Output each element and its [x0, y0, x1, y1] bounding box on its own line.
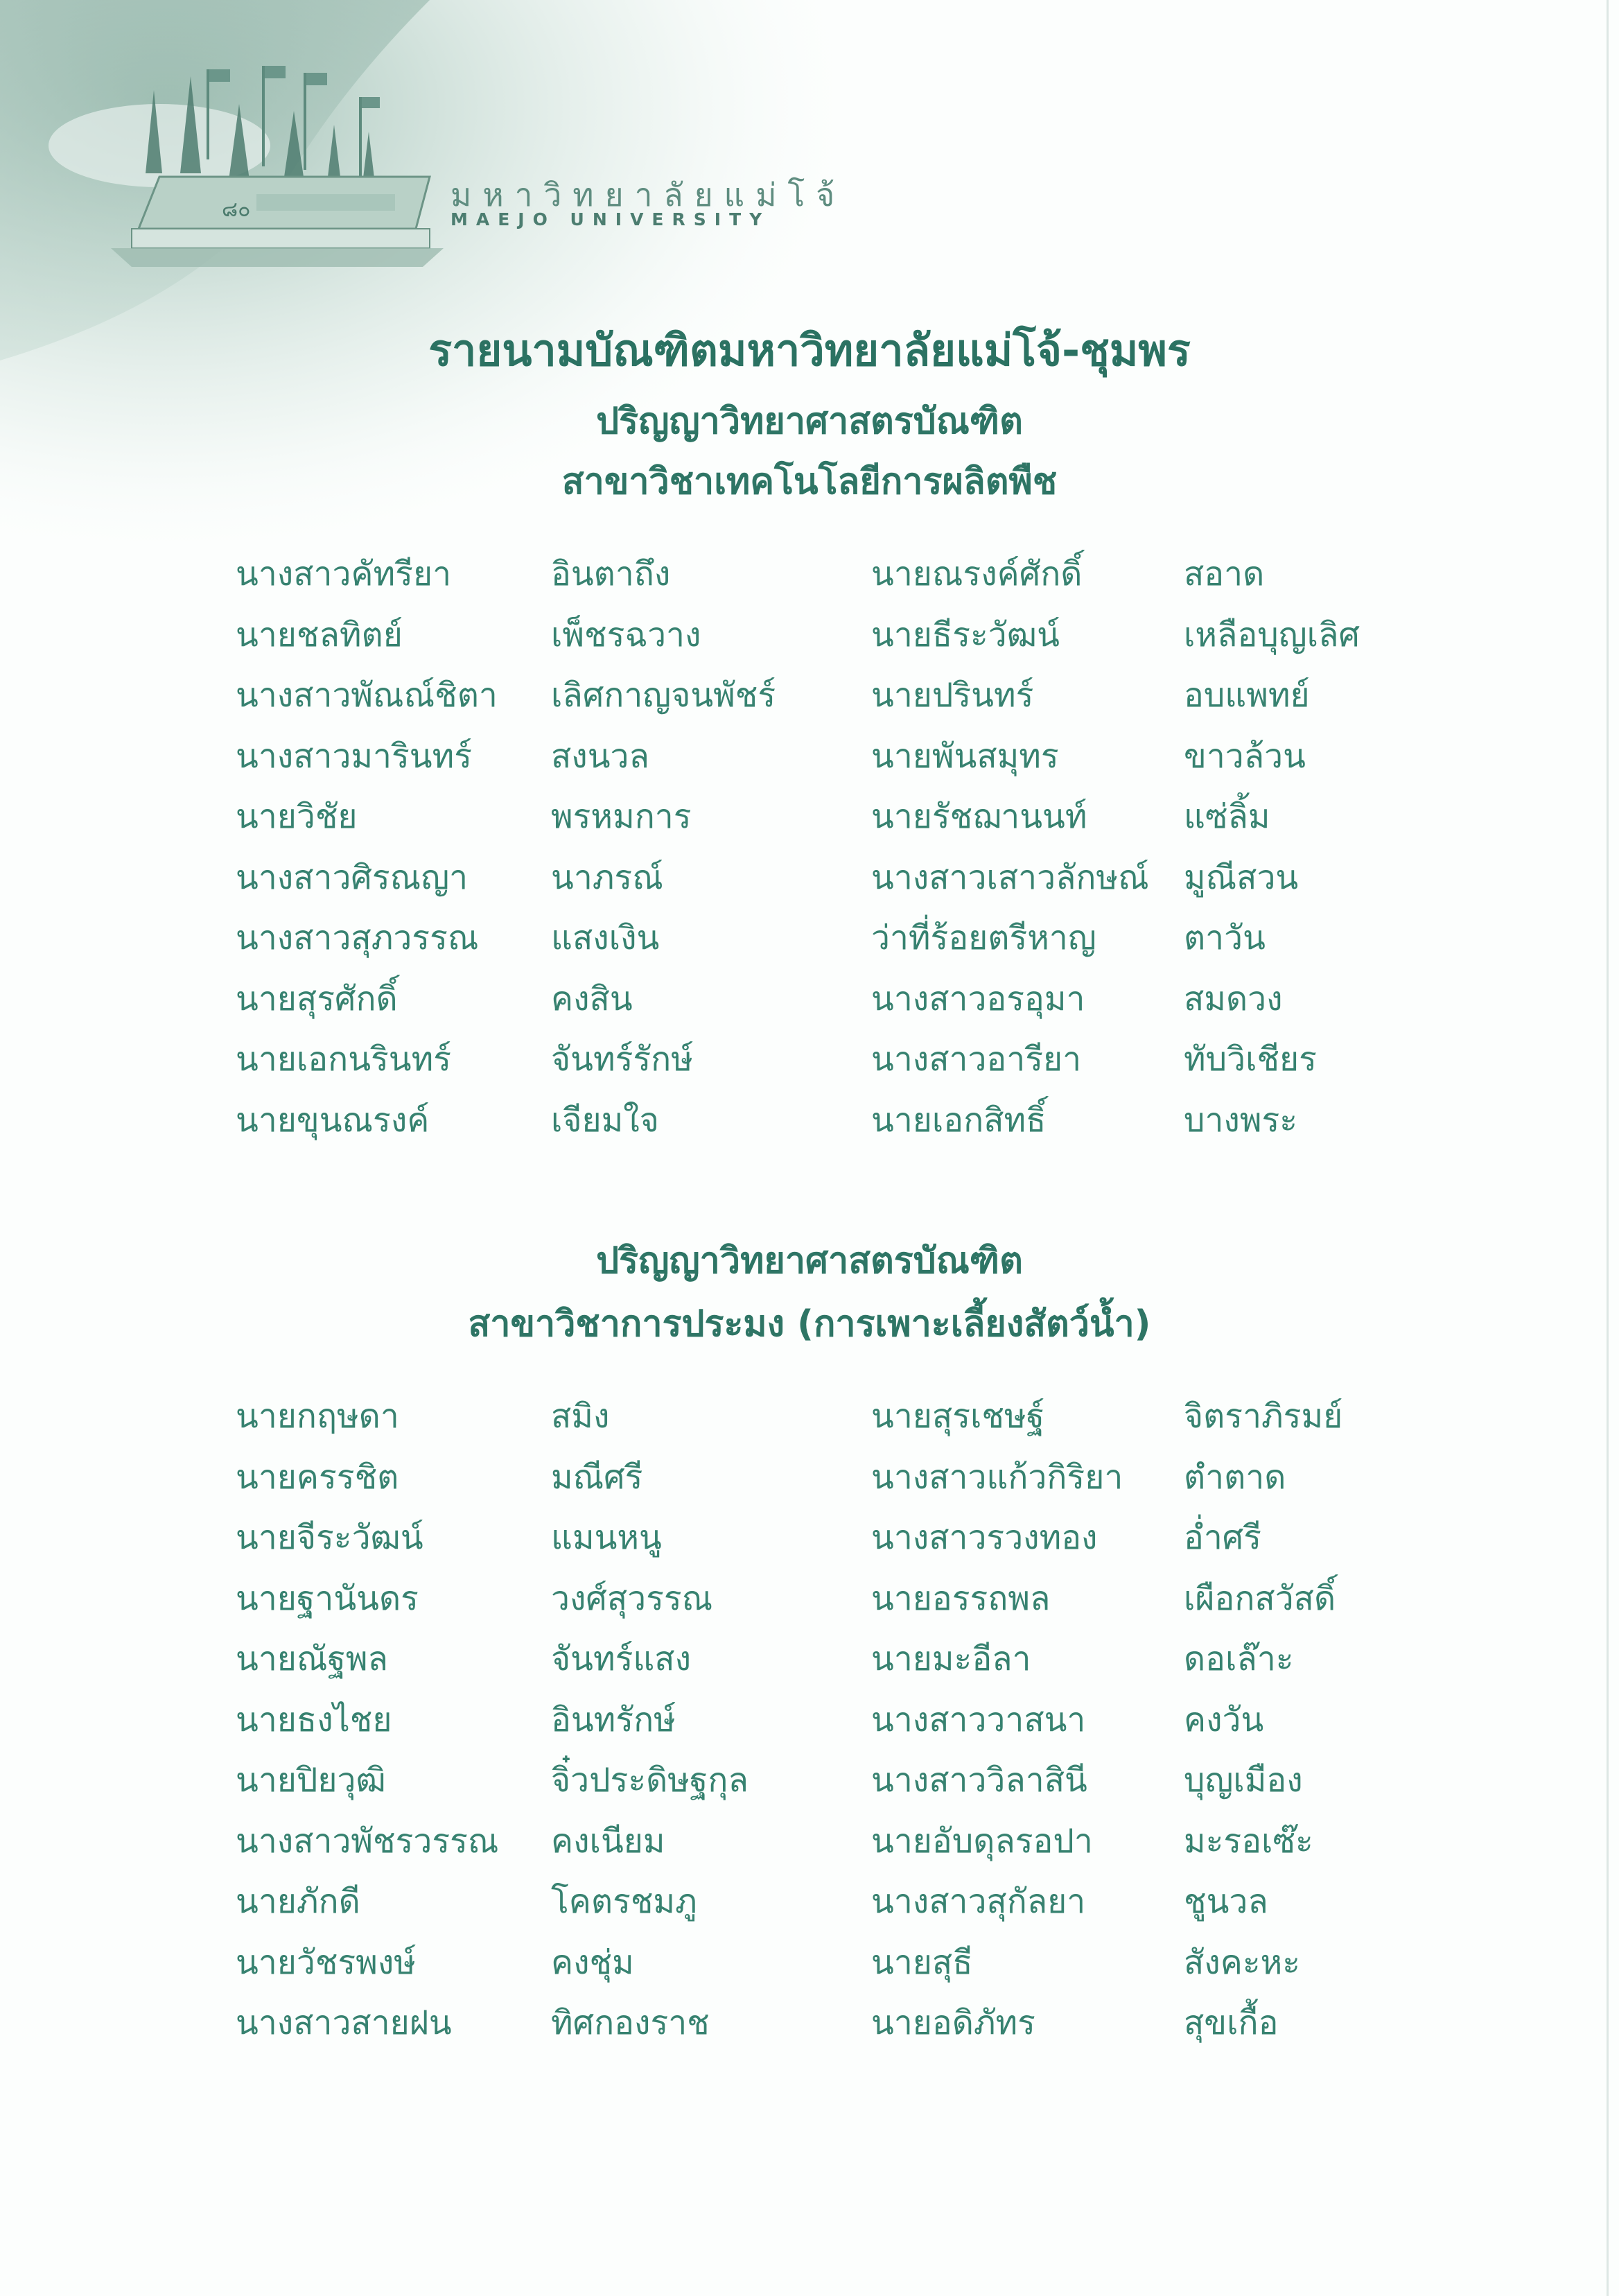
graduate-last-name: เจียมใจ	[551, 1100, 659, 1140]
graduate-last-name: เลิศกาญจนพัชร์	[551, 676, 776, 715]
graduate-last-name: แสงเงิน	[551, 919, 660, 957]
graduate-first-name: นางสาววาสนา	[871, 1700, 1086, 1739]
graduate-last-name: เหลือบุญเลิศ	[1184, 615, 1360, 654]
graduate-first-name: นางสาวเสาวลักษณ์	[871, 858, 1149, 897]
graduate-first-name: นายกฤษดา	[236, 1397, 399, 1436]
graduate-first-name: นายณรงค์ศักดิ์	[871, 555, 1083, 593]
graduate-first-name: นางสาวสุภวรรณ	[236, 919, 479, 957]
graduate-last-name: ชูนวล	[1184, 1882, 1268, 1921]
graduate-first-name: นายอดิภัทร	[871, 2003, 1035, 2042]
graduate-last-name: เพ็ชรฉวาง	[551, 615, 701, 654]
graduate-last-name: วงศ์สุวรรณ	[551, 1578, 713, 1618]
monument-inscription: ๘๐	[222, 198, 251, 222]
graduate-first-name: นายรัชฌานนท์	[871, 797, 1087, 836]
graduate-last-name: พรหมการ	[551, 797, 692, 836]
graduate-first-name: ว่าที่ร้อยตรีหาญ	[871, 919, 1096, 957]
graduate-first-name: นายฐานันดร	[236, 1578, 419, 1618]
graduate-last-name: แมนหนู	[551, 1518, 662, 1557]
graduate-last-name: จิตราภิรมย์	[1184, 1397, 1343, 1436]
graduate-last-name: แซ่ลิ้ม	[1184, 797, 1270, 836]
graduate-last-name: มณีศรี	[551, 1457, 643, 1497]
graduate-last-name: สมิง	[551, 1397, 610, 1436]
graduate-last-name: สังคะหะ	[1184, 1942, 1301, 1982]
graduate-first-name: นางสาวอรอุมา	[871, 979, 1085, 1018]
graduate-last-name: อินตาถึง	[551, 555, 671, 593]
section-1-degree: ปริญญาวิทยาศาสตรบัณฑิต	[596, 401, 1023, 442]
graduate-first-name: นางสาวพัณณ์ชิตา	[236, 676, 498, 715]
graduate-first-name: นางสาวศิรณญา	[236, 858, 469, 897]
graduate-first-name: นายพันสมุทร	[871, 736, 1059, 776]
graduate-last-name: ตำตาด	[1184, 1457, 1286, 1497]
graduate-last-name: ทับวิเชียร	[1184, 1040, 1317, 1079]
graduate-first-name: นายวิชัย	[236, 797, 358, 836]
graduate-first-name: นายเอกนรินทร์	[236, 1040, 452, 1079]
graduate-last-name: เผือกสวัสดิ์	[1184, 1578, 1336, 1618]
graduate-first-name: นายภักดี	[236, 1882, 360, 1921]
graduate-last-name: คงสิน	[551, 979, 633, 1018]
logo-thai-text: มหาวิทยาลัยแม่โจ้	[450, 176, 846, 214]
graduate-first-name: นายชลทิตย์	[236, 615, 403, 654]
graduate-last-name: ขาวล้วน	[1184, 736, 1306, 776]
graduate-last-name: คงชุ่ม	[551, 1942, 634, 1982]
graduate-first-name: นายจีระวัฒน์	[236, 1518, 423, 1557]
graduate-last-name: ทิศกองราช	[551, 2003, 710, 2042]
graduate-last-name: สมดวง	[1184, 979, 1283, 1018]
graduate-last-name: สุขเกื้อ	[1184, 2003, 1279, 2042]
logo-english-text: MAEJO UNIVERSITY	[450, 209, 771, 229]
graduate-first-name: นางสาววิลาสินี	[871, 1761, 1087, 1800]
graduate-last-name: อินทรักษ์	[551, 1700, 676, 1739]
graduate-first-name: นายสุรเชษฐ์	[871, 1397, 1045, 1436]
graduate-first-name: นายอรรถพล	[871, 1578, 1051, 1618]
graduate-first-name: นายมะอีลา	[871, 1640, 1031, 1678]
graduate-first-name: นางสาวแก้วกิริยา	[871, 1457, 1123, 1497]
graduate-last-name: สงนวล	[551, 736, 649, 776]
graduate-first-name: นายขุนณรงค์	[236, 1100, 430, 1140]
graduate-first-name: นายธงไชย	[236, 1700, 392, 1739]
graduate-last-name: คงเนียม	[551, 1821, 665, 1861]
graduate-last-name: อบแพทย์	[1184, 676, 1310, 715]
graduate-last-name: จิ๋วประดิษฐกุล	[551, 1761, 749, 1800]
graduate-last-name: บุญเมือง	[1184, 1761, 1303, 1800]
graduate-last-name: มูณีสวน	[1184, 858, 1299, 897]
section-1-major: สาขาวิชาเทคโนโลยีการผลิตพืช	[561, 461, 1058, 503]
graduate-first-name: นางสาวมารินทร์	[236, 736, 473, 776]
graduate-last-name: นาภรณ์	[551, 858, 663, 897]
graduate-first-name: นายอับดุลรอปา	[871, 1821, 1093, 1861]
section-2-degree: ปริญญาวิทยาศาสตรบัณฑิต	[596, 1240, 1023, 1282]
graduate-last-name: จันทร์แสง	[551, 1640, 692, 1678]
graduate-last-name: คงวัน	[1184, 1700, 1264, 1739]
graduate-first-name: นายเอกสิทธิ์	[871, 1100, 1047, 1140]
graduate-first-name: นายครรชิต	[236, 1457, 399, 1497]
graduate-last-name: ตาวัน	[1184, 919, 1266, 957]
page-title: รายนามบัณฑิตมหาวิทยาลัยแม่โจ้-ชุมพร	[428, 325, 1191, 376]
graduate-last-name: ดอเล๊าะ	[1184, 1640, 1294, 1678]
graduate-last-name: อ่ำศรี	[1184, 1518, 1262, 1557]
graduate-first-name: นางสาวคัทรียา	[236, 555, 452, 593]
graduate-last-name: โคตรชมภู	[551, 1882, 697, 1921]
graduate-first-name: นายสุธี	[871, 1942, 973, 1982]
graduate-first-name: นายสุรศักดิ์	[236, 979, 398, 1018]
graduate-first-name: นายวัชรพงษ์	[236, 1942, 416, 1982]
graduate-first-name: นางสาวอารียา	[871, 1040, 1082, 1079]
graduate-last-name: มะรอเซ๊ะ	[1184, 1821, 1313, 1861]
graduate-first-name: นางสาวรวงทอง	[871, 1518, 1098, 1557]
graduate-first-name: นางสาวสุกัลยา	[871, 1882, 1086, 1921]
section-2-major: สาขาวิชาการประมง (การเพาะเลี้ยงสัตว์น้ำ)	[468, 1303, 1151, 1345]
graduate-first-name: นายธีระวัฒน์	[871, 615, 1060, 654]
graduate-first-name: นายปรินทร์	[871, 676, 1034, 715]
graduate-last-name: บางพระ	[1184, 1100, 1298, 1140]
graduate-last-name: สอาด	[1184, 555, 1265, 593]
graduate-first-name: นายปิยวุฒิ	[236, 1761, 386, 1800]
graduate-last-name: จันทร์รักษ์	[551, 1040, 693, 1079]
graduate-first-name: นายณัฐพล	[236, 1640, 388, 1678]
graduate-first-name: นางสาวพัชรวรรณ	[236, 1821, 499, 1861]
graduate-first-name: นางสาวสายฝน	[236, 2003, 452, 2042]
